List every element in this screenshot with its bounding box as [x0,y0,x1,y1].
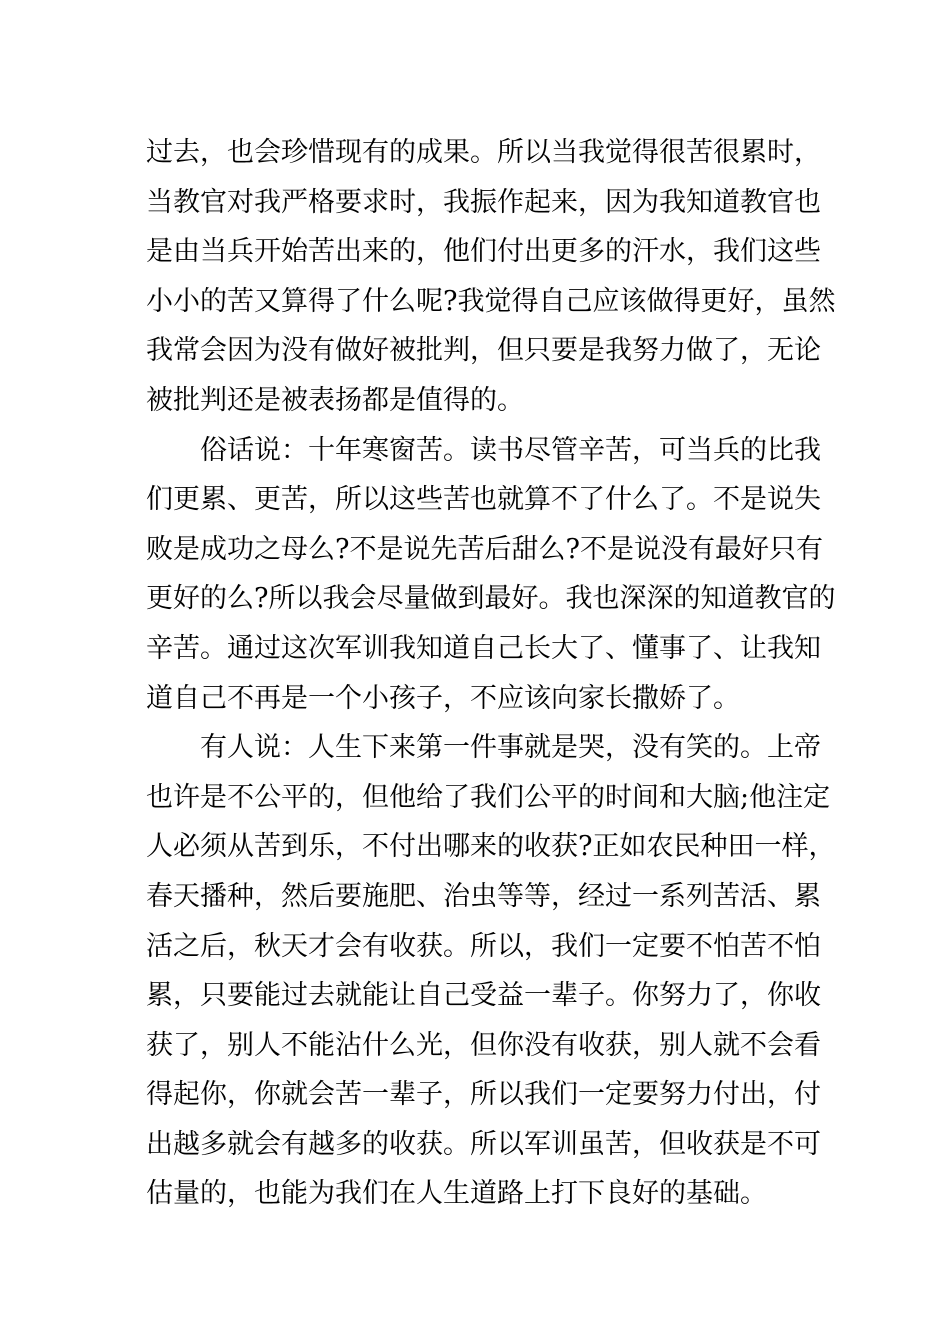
paragraph-1 [146,128,836,426]
text-line: 得起你，你就会苦一辈子，所以我们一定要努力付出，付 [146,1079,821,1111]
text-line: 春天播种，然后要施肥、治虫等等，经过一系列苦活、累 [146,880,821,912]
text-line: 累，只要能过去就能让自己受益一辈子。你努力了，你收 [146,980,821,1012]
text-line: 小小的苦又算得了什么呢?我觉得自己应该做得更好，虽然 [146,285,836,317]
text-line: 俗话说：十年寒窗苦。读书尽管辛苦，可当兵的比我 [200,434,821,466]
text-line: 道自己不再是一个小孩子，不应该向家长撒娇了。 [146,682,740,714]
paragraph-3 [146,723,836,1219]
text-line: 当教官对我严格要求时，我振作起来，因为我知道教官也 [146,186,821,218]
text-line: 是由当兵开始苦出来的，他们付出更多的汗水，我们这些 [146,236,821,268]
text-line: 我常会因为没有做好被批判，但只要是我努力做了，无论 [146,335,821,367]
text-line: 出越多就会有越多的收获。所以军训虽苦，但收获是不可 [146,1128,821,1160]
paragraph-2 [146,426,836,724]
text-line: 被批判还是被表扬都是值得的。 [146,384,524,416]
document-body [146,128,836,1219]
text-line: 人必须从苦到乐，不付出哪来的收获?正如农民种田一样， [146,831,836,863]
text-line: 估量的，也能为我们在人生道路上打下良好的基础。 [146,1178,767,1210]
text-line: 过去，也会珍惜现有的成果。所以当我觉得很苦很累时， [146,137,821,168]
text-line: 有人说：人生下来第一件事就是哭，没有笑的。上帝 [200,732,821,764]
text-line: 更好的么?所以我会尽量做到最好。我也深深的知道教官的 [146,583,836,615]
text-line: 败是成功之母么?不是说先苦后甜么?不是说没有最好只有 [146,533,823,565]
text-line: 也许是不公平的，但他给了我们公平的时间和大脑;他注定 [146,781,831,813]
text-line: 们更累、更苦，所以这些苦也就算不了什么了。不是说失 [146,484,821,516]
text-line: 辛苦。通过这次军训我知道自己长大了、懂事了、让我知 [146,632,821,664]
text-line: 活之后，秋天才会有收获。所以，我们一定要不怕苦不怕 [146,930,821,962]
text-line: 获了，别人不能沾什么光，但你没有收获，别人就不会看 [146,1029,821,1061]
